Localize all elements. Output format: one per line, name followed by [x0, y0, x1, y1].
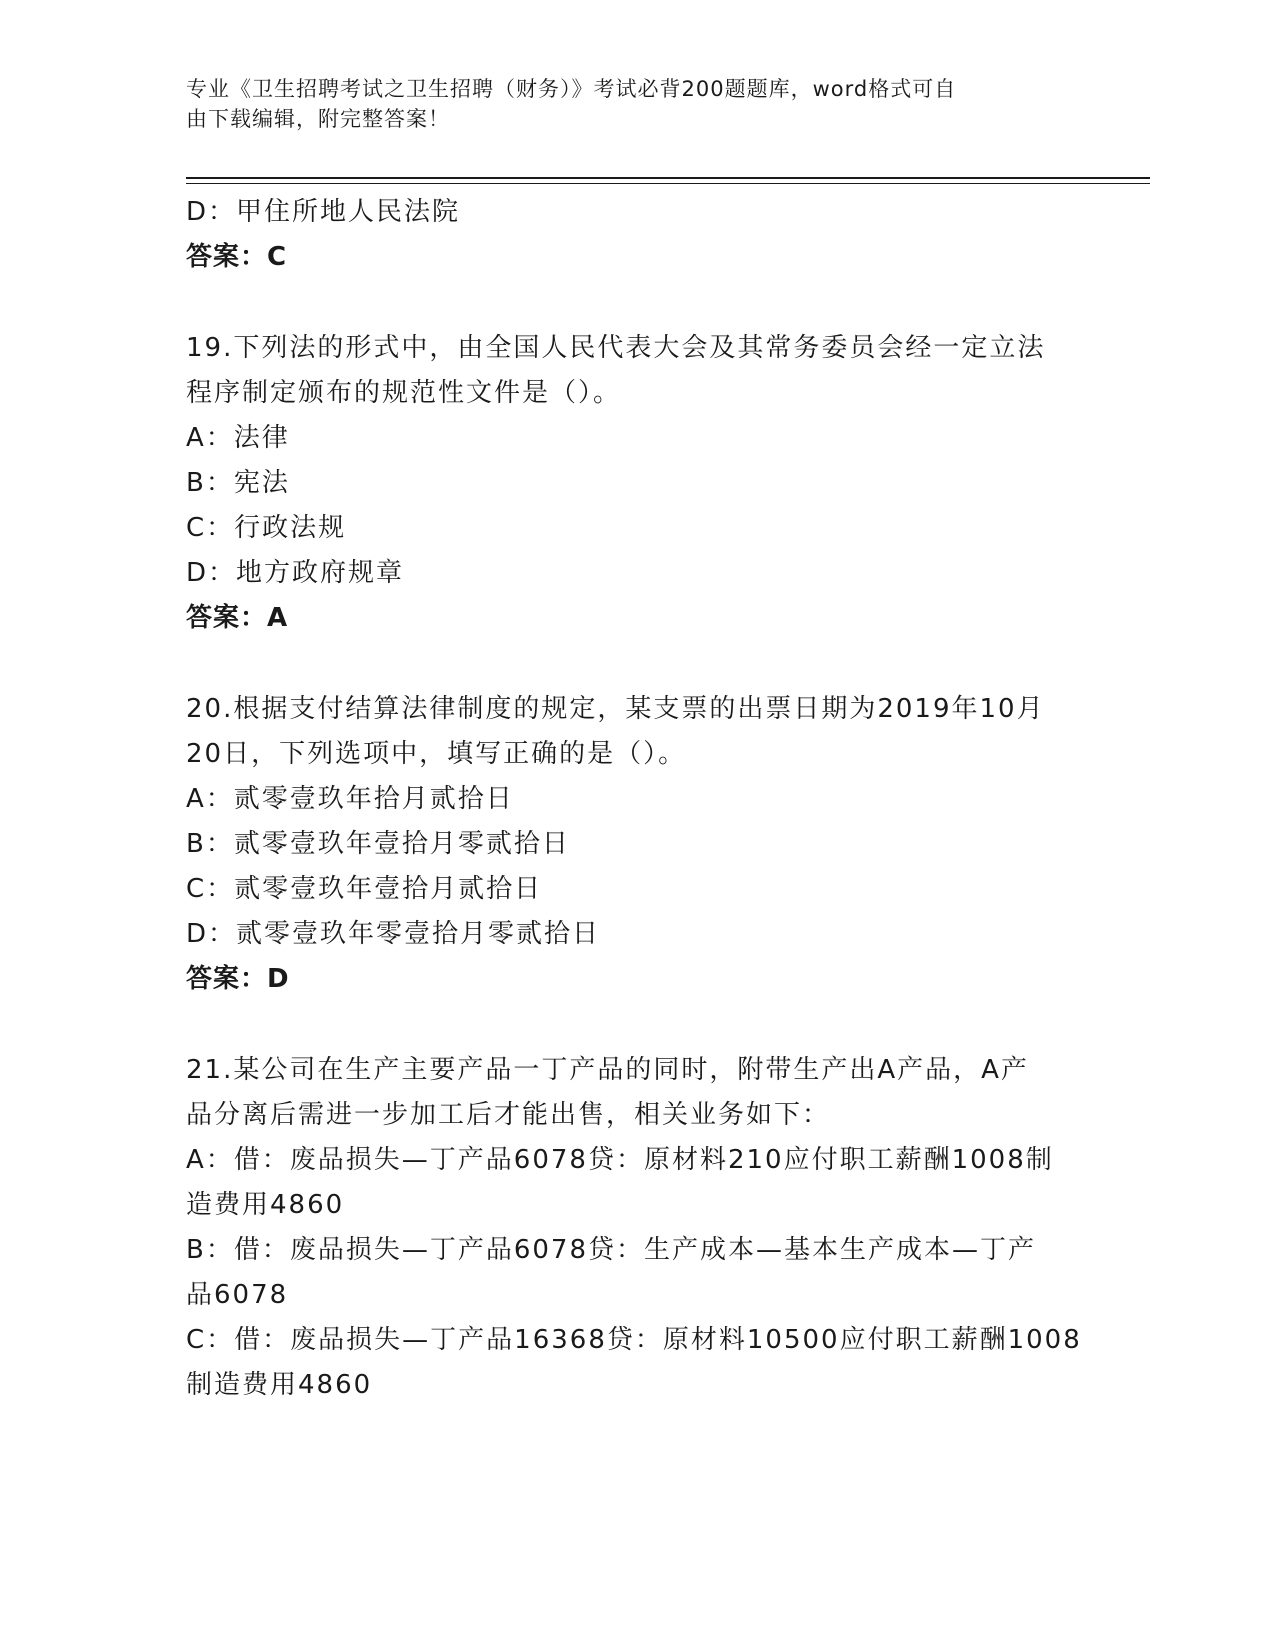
option-d: D：地方政府规章 — [186, 558, 405, 588]
question-stem: 20日，下列选项中，填写正确的是（）。 — [186, 739, 687, 769]
header-line-1: 专业《卫生招聘考试之卫生招聘（财务）》考试必背200题题库，word格式可自 — [186, 77, 957, 101]
question-content — [186, 190, 1086, 1408]
option-a: A：贰零壹玖年拾月贰拾日 — [186, 784, 514, 814]
question-stem: 品分离后需进一步加工后才能出售，相关业务如下： — [186, 1100, 831, 1130]
option-d: D：甲住所地人民法院 — [186, 197, 461, 227]
question-stem: 程序制定颁布的规范性文件是（）。 — [186, 378, 622, 408]
answer: 答案：A — [186, 603, 289, 633]
header-divider-thick — [186, 177, 1150, 179]
option-b: B：宪法 — [186, 468, 290, 498]
question-stem: 19.下列法的形式中，由全国人民代表大会及其常务委员会经一定立法 — [186, 333, 1046, 363]
spacer — [186, 1002, 1086, 1048]
option-a: A：借：废品损失—丁产品6078贷：原材料210应付职工薪酬1008制 — [186, 1145, 1054, 1175]
option-c: C：行政法规 — [186, 513, 347, 543]
option-a: A：法律 — [186, 423, 290, 453]
option-b-continued: 品6078 — [186, 1280, 289, 1310]
question-19 — [186, 326, 1086, 641]
option-c: C：借：废品损失—丁产品16368贷：原材料10500应付职工薪酬1008 — [186, 1325, 1082, 1355]
document-header — [186, 74, 1066, 134]
question-20 — [186, 687, 1086, 1002]
option-d: D：贰零壹玖年零壹拾月零贰拾日 — [186, 919, 601, 949]
header-divider-thin — [186, 183, 1150, 184]
answer: 答案：D — [186, 964, 290, 994]
answer: 答案：C — [186, 242, 288, 272]
option-b: B：借：废品损失—丁产品6078贷：生产成本—基本生产成本—丁产 — [186, 1235, 1037, 1265]
spacer — [186, 641, 1086, 687]
option-c: C：贰零壹玖年壹拾月贰拾日 — [186, 874, 543, 904]
question-stem: 20.根据支付结算法律制度的规定，某支票的出票日期为2019年10月 — [186, 694, 1045, 724]
header-line-2: 由下载编辑，附完整答案！ — [186, 107, 450, 131]
question-stem: 21.某公司在生产主要产品一丁产品的同时，附带生产出A产品，A产 — [186, 1055, 1029, 1085]
question-21 — [186, 1048, 1086, 1408]
question-18-tail — [186, 190, 1086, 280]
option-a-continued: 造费用4860 — [186, 1190, 345, 1220]
option-b: B：贰零壹玖年壹拾月零贰拾日 — [186, 829, 570, 859]
spacer — [186, 280, 1086, 326]
option-c-continued: 制造费用4860 — [186, 1370, 373, 1400]
